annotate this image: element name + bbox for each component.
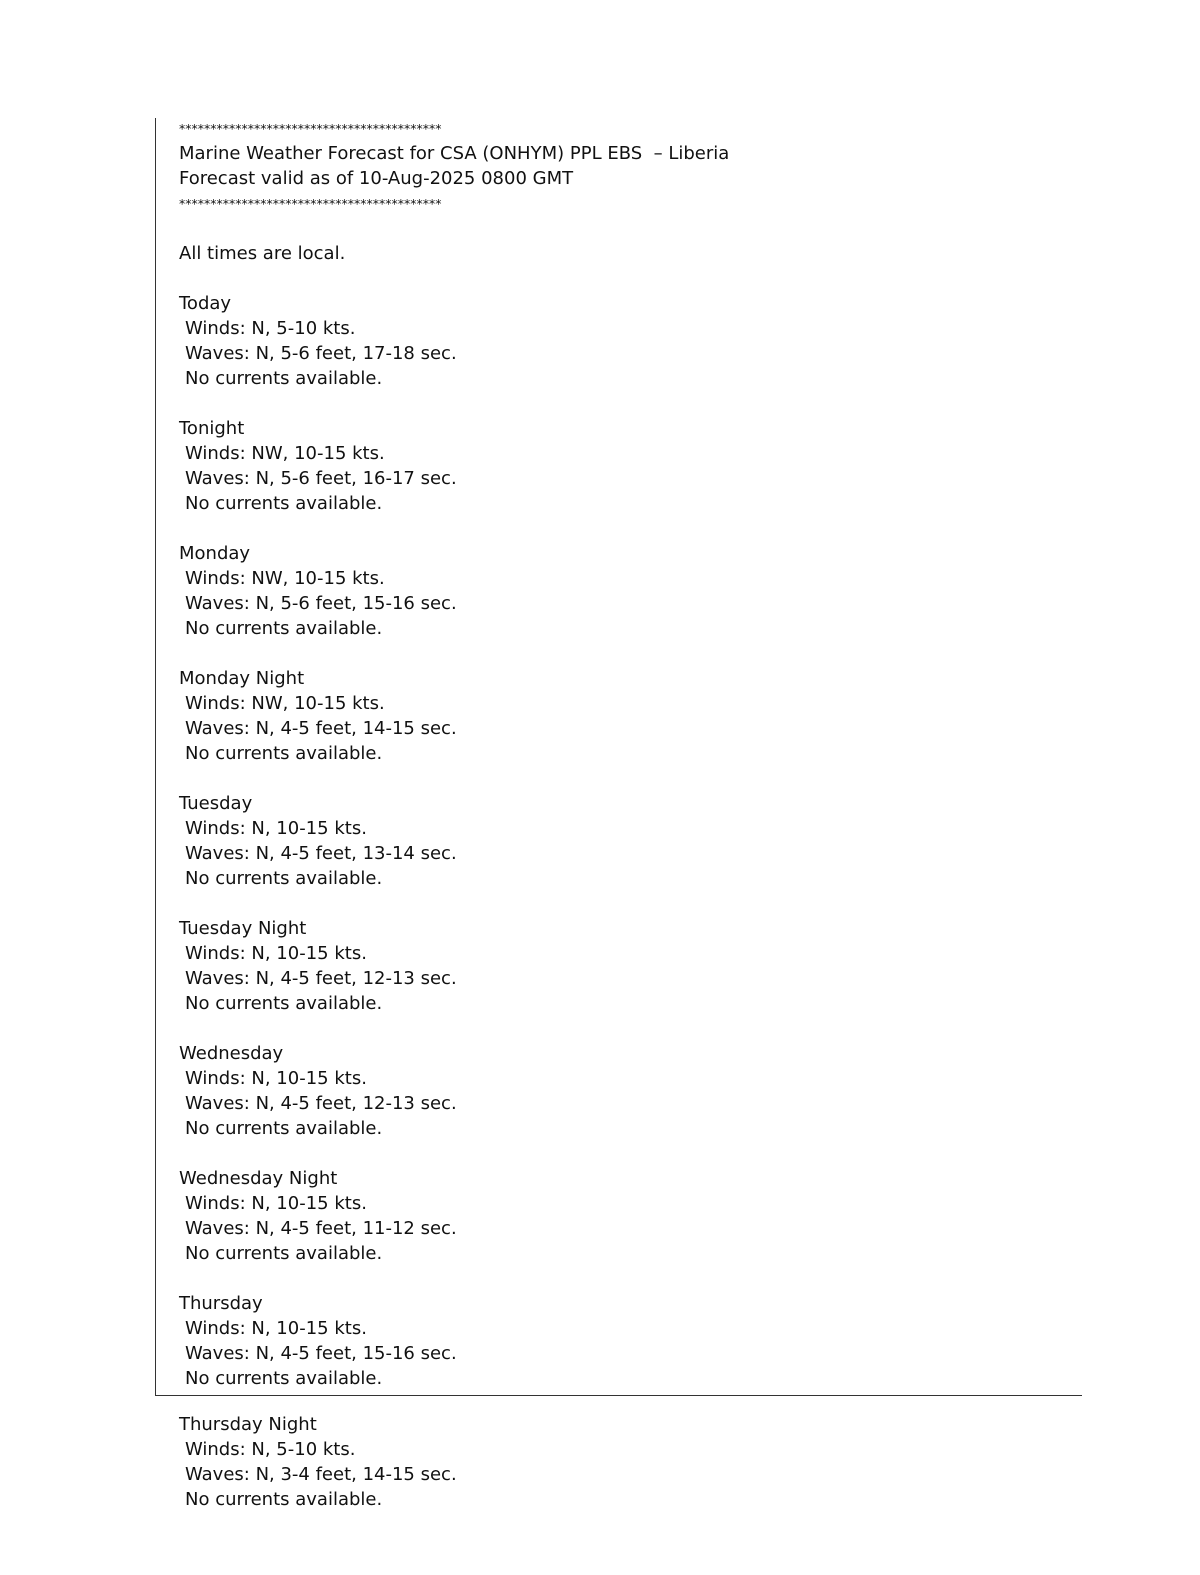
period-name: Thursday	[179, 1293, 263, 1314]
spacer	[179, 516, 1059, 541]
spacer	[179, 266, 1059, 291]
spacer	[179, 1016, 1059, 1041]
header-stars-top: ******************************************	[179, 121, 442, 136]
forecast-period	[179, 1412, 1059, 1512]
period-winds: Winds: N, 10-15 kts.	[185, 818, 367, 839]
period-currents: No currents available.	[185, 868, 383, 889]
forecast-periods-tail	[179, 1412, 1059, 1512]
period-currents: No currents available.	[185, 618, 383, 639]
spacer	[179, 766, 1059, 791]
frame-bottom-border	[155, 1395, 1082, 1396]
period-winds: Winds: N, 10-15 kts.	[185, 1318, 367, 1339]
period-winds: Winds: N, 5-10 kts.	[185, 1439, 356, 1460]
forecast-period	[179, 1041, 1059, 1166]
period-name: Thursday Night	[179, 1414, 317, 1435]
forecast-period	[179, 916, 1059, 1041]
spacer	[179, 391, 1059, 416]
forecast-content	[179, 116, 1059, 1391]
local-time-note: All times are local.	[179, 243, 346, 264]
period-waves: Waves: N, 4-5 feet, 14-15 sec.	[185, 718, 457, 739]
period-currents: No currents available.	[185, 368, 383, 389]
forecast-period	[179, 416, 1059, 541]
period-waves: Waves: N, 3-4 feet, 14-15 sec.	[185, 1464, 457, 1485]
period-name: Wednesday Night	[179, 1168, 338, 1189]
period-name: Monday	[179, 543, 251, 564]
period-currents: No currents available.	[185, 493, 383, 514]
period-currents: No currents available.	[185, 1118, 383, 1139]
header-stars-bottom: ******************************************	[179, 196, 442, 211]
period-name: Wednesday	[179, 1043, 284, 1064]
period-waves: Waves: N, 5-6 feet, 16-17 sec.	[185, 468, 457, 489]
period-winds: Winds: N, 10-15 kts.	[185, 1193, 367, 1214]
period-winds: Winds: N, 10-15 kts.	[185, 943, 367, 964]
period-name: Today	[179, 293, 232, 314]
period-waves: Waves: N, 5-6 feet, 17-18 sec.	[185, 343, 457, 364]
spacer	[179, 891, 1059, 916]
forecast-valid-time: Forecast valid as of 10-Aug-2025 0800 GMT	[179, 168, 574, 189]
frame-left-border	[155, 118, 156, 1396]
period-name: Tuesday	[179, 793, 253, 814]
period-winds: Winds: NW, 10-15 kts.	[185, 568, 385, 589]
period-currents: No currents available.	[185, 1489, 383, 1510]
spacer	[179, 1266, 1059, 1291]
spacer	[179, 1141, 1059, 1166]
forecast-period	[179, 1291, 1059, 1391]
forecast-period	[179, 791, 1059, 916]
spacer	[179, 216, 1059, 241]
period-waves: Waves: N, 4-5 feet, 13-14 sec.	[185, 843, 457, 864]
period-name: Tonight	[179, 418, 245, 439]
forecast-title: Marine Weather Forecast for CSA (ONHYM) PPL EBS – Liberia	[179, 143, 730, 164]
forecast-period	[179, 541, 1059, 666]
period-waves: Waves: N, 5-6 feet, 15-16 sec.	[185, 593, 457, 614]
period-name: Monday Night	[179, 668, 305, 689]
forecast-periods	[179, 291, 1059, 1391]
period-currents: No currents available.	[185, 993, 383, 1014]
period-currents: No currents available.	[185, 743, 383, 764]
period-winds: Winds: NW, 10-15 kts.	[185, 443, 385, 464]
period-currents: No currents available.	[185, 1243, 383, 1264]
period-waves: Waves: N, 4-5 feet, 15-16 sec.	[185, 1343, 457, 1364]
period-name: Tuesday Night	[179, 918, 307, 939]
forecast-period	[179, 291, 1059, 416]
forecast-continuation	[179, 1412, 1059, 1512]
period-winds: Winds: NW, 10-15 kts.	[185, 693, 385, 714]
spacer	[179, 641, 1059, 666]
forecast-period	[179, 1166, 1059, 1291]
period-waves: Waves: N, 4-5 feet, 12-13 sec.	[185, 1093, 457, 1114]
forecast-period	[179, 666, 1059, 791]
period-winds: Winds: N, 10-15 kts.	[185, 1068, 367, 1089]
period-waves: Waves: N, 4-5 feet, 11-12 sec.	[185, 1218, 457, 1239]
period-winds: Winds: N, 5-10 kts.	[185, 318, 356, 339]
period-currents: No currents available.	[185, 1368, 383, 1389]
period-waves: Waves: N, 4-5 feet, 12-13 sec.	[185, 968, 457, 989]
